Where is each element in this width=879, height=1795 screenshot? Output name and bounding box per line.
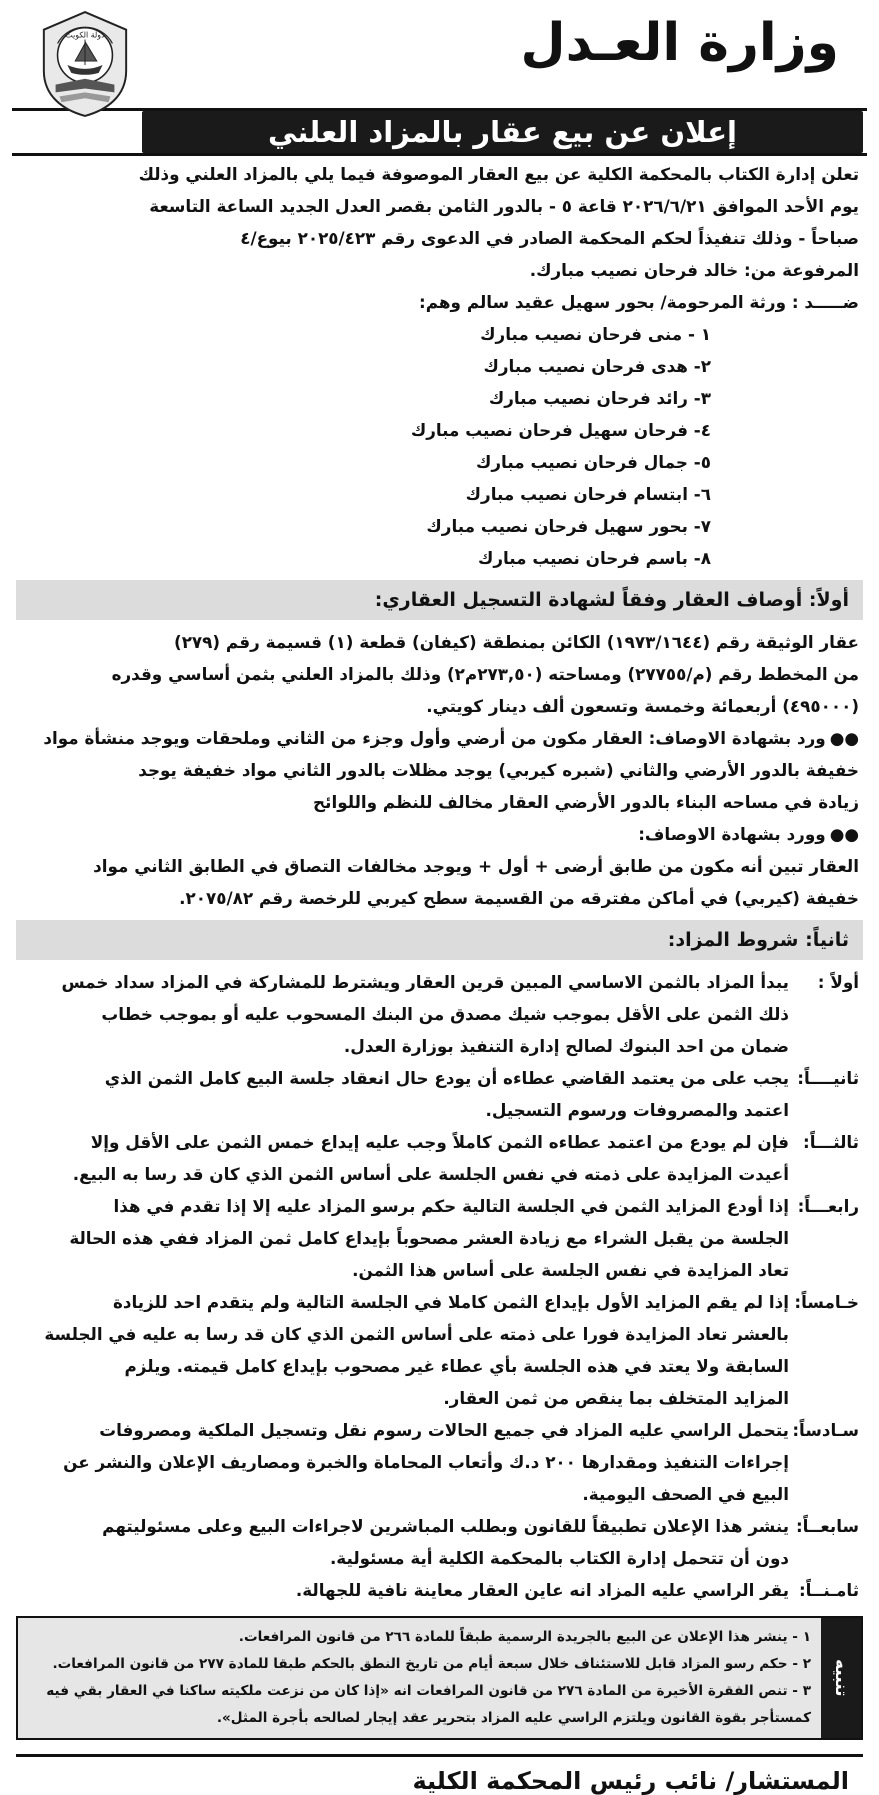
note-line: كمستأجر بقوة القانون ويلتزم الراسي عليه المزاد بتحرير عقد إيجار لصالحه بأجرة المثل». xyxy=(216,1710,811,1726)
condition-item xyxy=(20,966,859,1062)
against-text: : ورثة المرحومة/ بحور سهيل عقيد سالم وهم: xyxy=(419,292,799,312)
defendants-heading xyxy=(20,286,859,318)
auction-terms xyxy=(12,964,867,1606)
condition-line: تعاد المزايدة في نفس الجلسة على أساس هذا الثمن. xyxy=(352,1260,789,1280)
condition-label: أولاً : xyxy=(817,972,859,992)
condition-line: إذا لم يقم المزايد الأول بإيداع الثمن كاملا في الجلسة التالية ولم يتقدم احد للزيادة xyxy=(112,1292,789,1312)
condition-line: يجب على من يعتمد القاضي عطاءه أن يودع حال انعقاد جلسة البيع كامل الثمن الذي xyxy=(104,1068,789,1088)
condition-line: يقر الراسي عليه المزاد انه عاين العقار معاينة نافية للجهالة. xyxy=(295,1580,789,1600)
condition-item xyxy=(20,1574,859,1606)
heir-item: ٤- فرحان سهيل فرحان نصيب مبارك xyxy=(410,420,711,440)
note-line: ٣ - تنص الفقرة الأخيرة من المادة ٢٧٦ من قانون المرافعات انه «إذا كان من نزعت ملكيته ساكنا في العقار بقي فيه xyxy=(46,1683,811,1699)
description-line xyxy=(20,818,859,850)
condition-item xyxy=(20,1510,859,1574)
condition-item xyxy=(20,1190,859,1286)
bullet-icon: ●● xyxy=(829,824,859,844)
section-auction-terms-heading: ثانياً: شروط المزاد: xyxy=(16,920,863,960)
condition-line: فإن لم يودع من اعتمد عطاءه الثمن كاملاً وجب عليه إيداع خمس الثمن على الأقل وإلا xyxy=(90,1132,789,1152)
condition-line: دون أن تتحمل إدارة الكتاب بالمحكمة الكلية أية مسئولية. xyxy=(329,1548,789,1568)
description-line: العقار تبين أنه مكون من طابق أرضى + أول + ويوجد مخالفات التصاق في الطابق الثاني مواد xyxy=(93,856,859,876)
notes-tab-label: تنبيه xyxy=(821,1618,861,1738)
condition-text xyxy=(20,1062,789,1126)
condition-line: يتحمل الراسي عليه المزاد في جميع الحالات رسوم نقل وتسجيل الملكية ومصروفات xyxy=(99,1420,789,1440)
description-line: زيادة في مساحه البناء بالدور الأرضي العقار مخالف للنظم واللوائح xyxy=(313,792,859,812)
announcement-banner: إعلان عن بيع عقار بالمزاد العلني xyxy=(142,111,863,153)
notes-body xyxy=(18,1618,821,1738)
section-property-description-heading: أولاً: أوصاف العقار وفقاً لشهادة التسجيل العقاري: xyxy=(16,580,863,620)
condition-item xyxy=(20,1062,859,1126)
heir-item: ٥- جمال فرحان نصيب مبارك xyxy=(476,452,711,472)
condition-line: السابقة ولا يعتد في هذه الجلسة بأي عطاء غير مصحوب بإيداع كامل قيمته. ويلزم xyxy=(124,1356,789,1376)
condition-line: ذلك الثمن على الأقل بموجب شيك مصدق من البنك المسحوب عليه أو بموجب خطاب xyxy=(101,1004,789,1024)
condition-label: سـادساً: xyxy=(792,1420,859,1440)
condition-label: خـامساً: xyxy=(794,1292,859,1312)
condition-text xyxy=(20,1510,789,1574)
kuwait-emblem-icon xyxy=(36,8,134,120)
condition-line: الجلسة من يقبل الشراء مع زيادة العشر مصحوباً بإيداع كامل ثمن المزاد ففي هذه الحالة xyxy=(69,1228,789,1248)
heir-item: ٨- باسم فرحان نصيب مبارك xyxy=(477,548,711,568)
heirs-list xyxy=(20,318,859,574)
heir-item: ٦- ابتسام فرحان نصيب مبارك xyxy=(465,484,711,504)
condition-line: المزايد المتخلف بما ينقص من ثمن العقار. xyxy=(443,1388,789,1408)
condition-label: ثامـنــاً: xyxy=(798,1580,859,1600)
condition-label: سابعــاً: xyxy=(795,1516,859,1536)
header xyxy=(12,0,867,108)
condition-label: رابعـــاً: xyxy=(797,1196,859,1216)
description-line: من المخطط رقم (م/٢٧٧٥٥) ومساحته (٢٧٣,٥٠م٢) وذلك بالمزاد العلني بثمن أساسي وقدره xyxy=(111,664,859,684)
condition-item xyxy=(20,1286,859,1414)
condition-line: أعيدت المزايدة على ذمته في نفس الجلسة على أساس الثمن الذي كان قد رسا به البيع. xyxy=(72,1164,789,1184)
condition-line: إذا أودع المزايد الثمن في الجلسة التالية حكم برسو المزاد عليه إلا إذا تقدم في هذا xyxy=(113,1196,789,1216)
condition-text xyxy=(20,1126,789,1190)
condition-label: ثالثـــاً: xyxy=(803,1132,859,1152)
heir-item: ٢- هدى فرحان نصيب مبارك xyxy=(483,356,711,376)
condition-line: يبدأ المزاد بالثمن الاساسي المبين قرين العقار ويشترط للمشاركة في المزاد سداد خمس xyxy=(61,972,789,992)
note-line: ١ - ينشر هذا الإعلان عن البيع بالجريدة الرسمية طبقاً للمادة ٢٦٦ من قانون المرافعات. xyxy=(238,1629,811,1645)
description-text: ورد بشهادة الاوصاف: العقار مكون من أرضي وأول وجزء من الثاني وملحقات ويوجد منشأة مواد xyxy=(43,728,826,748)
heir-item: ٧- بحور سهيل فرحان نصيب مبارك xyxy=(426,516,711,536)
description-line: خفيفة بالدور الأرضي والثاني (شبره كيربي) يوجد مظلات بالدور الثاني مواد خفيفة يوجد xyxy=(138,760,859,780)
intro-line: صباحاً - وذلك تنفيذاً لحكم المحكمة الصادر في الدعوى رقم ٢٠٢٥/٤٢٣ بيوع/٤ xyxy=(240,228,859,248)
intro-line: يوم الأحد الموافق ٢٠٢٦/٦/٢١ قاعة ٥ - بالدور الثامن بقصر العدل الجديد الساعة التاسعة xyxy=(149,196,859,216)
description-line xyxy=(20,722,859,754)
announcement-body xyxy=(12,156,867,574)
condition-line: إجراءات التنفيذ ومقدارها ٢٠٠ د.ك وأتعاب المحاماة والخبرة ومصاريف الإعلان والنشر عن xyxy=(63,1452,789,1472)
condition-item xyxy=(20,1126,859,1190)
plaintiff: المرفوعة من: خالد فرحان نصيب مبارك. xyxy=(529,260,859,280)
condition-line: ينشر هذا الإعلان تطبيقاً للقانون وبطلب المباشرين لاجراءات البيع وعلى مسئوليتهم xyxy=(102,1516,789,1536)
note-line: ٢ - حكم رسو المزاد قابل للاستئناف خلال سبعة أيام من تاريخ النطق بالحكم طبقا للمادة ٢٧٧ من قانون المرافعات. xyxy=(52,1656,811,1672)
property-description xyxy=(12,624,867,914)
condition-text xyxy=(20,1574,789,1606)
ministry-title: وزارة العـدل xyxy=(520,13,839,73)
condition-line: ضمان من احد البنوك لصالح إدارة التنفيذ بوزارة العدل. xyxy=(343,1036,789,1056)
signature-title: المستشار/ نائب رئيس المحكمة الكلية xyxy=(412,1767,849,1795)
condition-line: البيع في الصحف اليومية. xyxy=(582,1484,789,1504)
condition-text xyxy=(20,966,789,1062)
emblem-text: دولة الكويت xyxy=(65,30,105,40)
against-label: ضـــــد xyxy=(804,292,859,312)
condition-text xyxy=(20,1286,789,1414)
description-line: عقار الوثيقة رقم (١٩٧٣/١٦٤٤) الكائن بمنطقة (كيفان) قطعة (١) قسيمة رقم (٢٧٩) xyxy=(174,632,859,652)
condition-label: ثانيــــاً: xyxy=(797,1068,859,1088)
condition-text xyxy=(20,1190,789,1286)
heir-item: ١ - منى فرحان نصيب مبارك xyxy=(480,324,711,344)
description-text: وورد بشهادة الاوصاف: xyxy=(638,824,826,844)
bullet-icon: ●● xyxy=(829,728,859,748)
intro-line: تعلن إدارة الكتاب بالمحكمة الكلية عن بيع العقار الموصوفة فيما يلي بالمزاد العلني وذلك xyxy=(138,164,859,184)
notes-box xyxy=(16,1616,863,1740)
condition-line: اعتمد والمصروفات ورسوم التسجيل. xyxy=(485,1100,789,1120)
description-line: (٤٩٥٠٠٠) أربعمائة وخمسة وتسعون ألف دينار كويتي. xyxy=(426,696,859,716)
condition-text xyxy=(20,1414,789,1510)
condition-item xyxy=(20,1414,859,1510)
condition-line: بالعشر تعاد المزايدة فورا على ذمته على أساس الثمن الذي كان قد رسا به عليه في الجلسة xyxy=(44,1324,789,1344)
heir-item: ٣- رائد فرحان نصيب مبارك xyxy=(488,388,711,408)
description-line: خفيفة (كيربي) في أماكن مفترقه من القسيمة سطح كيربي للرخصة رقم ٢٠٧٥/٨٢. xyxy=(179,888,859,908)
